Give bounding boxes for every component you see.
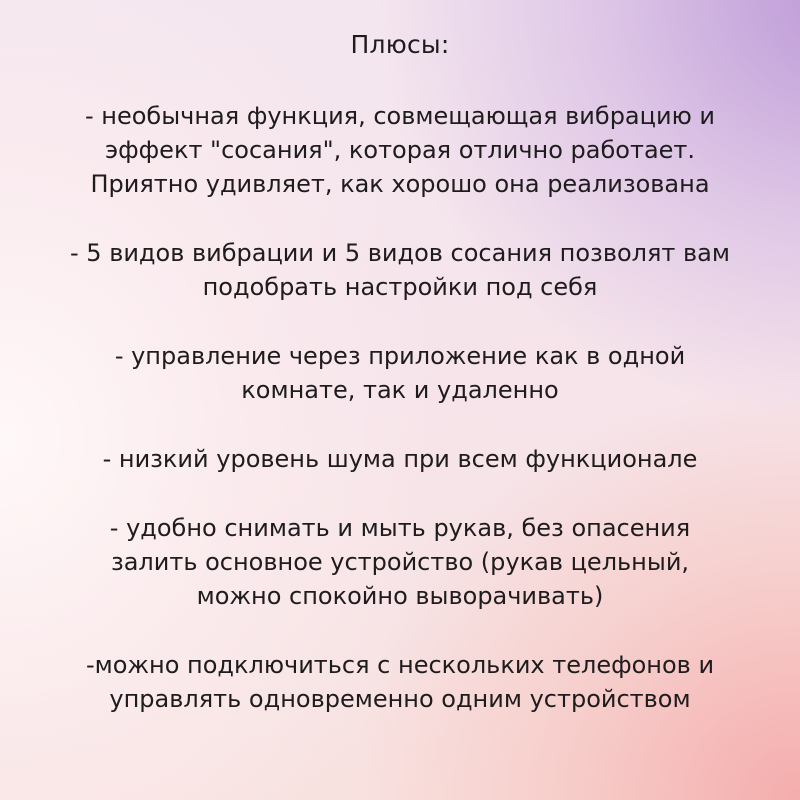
pros-item-line: - 5 видов вибрации и 5 видов сосания позволят вам <box>70 239 730 267</box>
pros-item-line: - удобно снимать и мыть рукав, без опасения <box>109 514 691 542</box>
pros-item-line: - управление через приложение как в одной <box>114 342 686 370</box>
pros-item-line: комнате, так и удаленно <box>241 376 559 404</box>
pros-item-line: -можно подключиться с нескольких телефонов и <box>85 651 715 679</box>
pros-item <box>0 339 800 407</box>
pros-item-line: Приятно удивляет, как хорошо она реализована <box>90 170 710 198</box>
pros-title: Плюсы: <box>350 30 450 59</box>
pros-item-line: - необычная функция, совмещающая вибрацию и <box>85 102 715 130</box>
pros-list <box>0 99 800 751</box>
pros-item-line: залить основное устройство (рукав цельный, <box>110 548 690 576</box>
pros-item-line: можно спокойно выворачивать) <box>196 582 604 610</box>
pros-item-line: подобрать настройки под себя <box>202 273 598 301</box>
pros-item <box>0 511 800 613</box>
pros-item-line: управлять одновременно одним устройством <box>109 685 691 713</box>
pros-item <box>0 648 800 716</box>
pros-item <box>0 236 800 304</box>
pros-item <box>0 99 800 201</box>
pros-item-line: - низкий уровень шума при всем функционале <box>102 445 698 473</box>
pros-item <box>0 442 800 476</box>
pros-item-line: эффект "сосания", которая отлично работает. <box>104 136 696 164</box>
